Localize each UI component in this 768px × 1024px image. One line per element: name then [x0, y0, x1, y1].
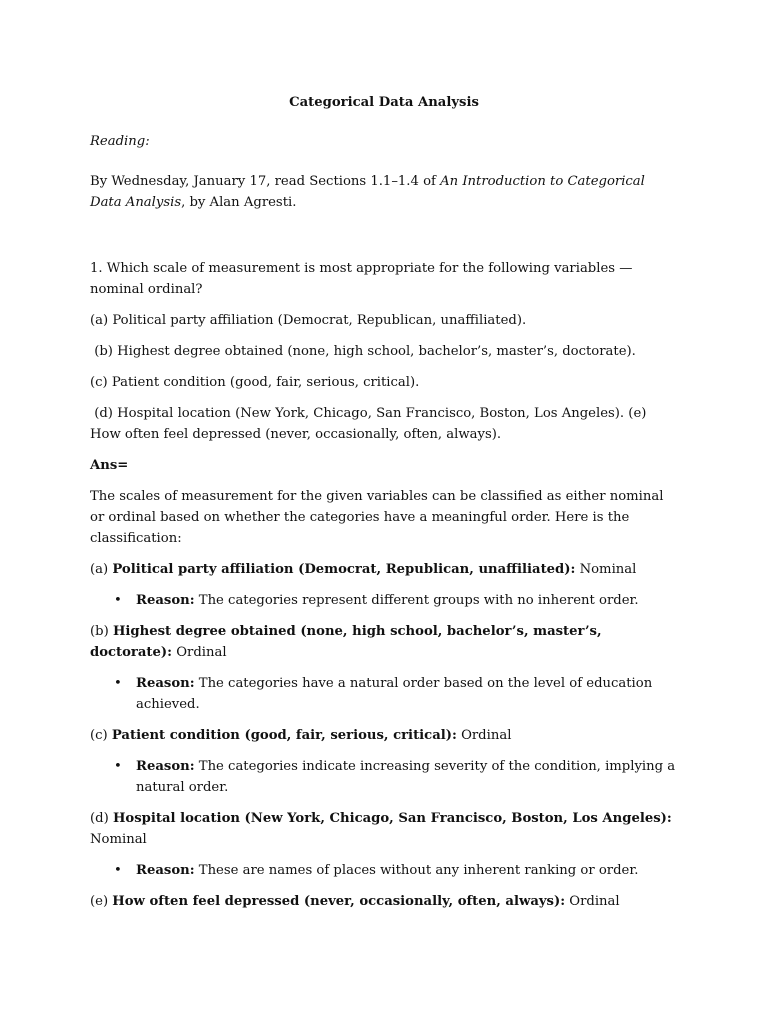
reading-label: Reading:: [90, 134, 150, 149]
question-prompt: 1. Which scale of measurement is most appropriate for the following variables — nominal ordinal?: [90, 261, 633, 297]
reading-book-title: An Introduction to Categorical Data Analysis: [90, 174, 645, 210]
bullet-icon: •: [114, 676, 122, 691]
reason-label: Reason:: [136, 593, 195, 608]
classification-letter: (a): [90, 562, 113, 577]
bullet-icon: •: [114, 759, 122, 774]
question-item-d-e: (d) Hospital location (New York, Chicago, San Francisco, Boston, Los Angeles). (e) How often feel depressed (never, occasionally, often, always).: [90, 406, 647, 442]
classification-variable: Highest degree obtained (none, high school, bachelor’s, master’s, doctorate):: [90, 624, 602, 660]
document-title: Categorical Data Analysis: [289, 95, 479, 110]
question-item-a: (a) Political party affiliation (Democrat, Republican, unaffiliated).: [90, 313, 527, 328]
question-item-c: (c) Patient condition (good, fair, serious, critical).: [90, 375, 420, 390]
classification-letter: (e): [90, 894, 113, 909]
document-page: [90, 92, 678, 922]
classification-e: [90, 891, 678, 912]
reason-item: [90, 860, 678, 881]
reason-label: Reason:: [136, 676, 195, 691]
reason-label: Reason:: [136, 863, 195, 878]
reason-list-a: [90, 590, 678, 611]
classification-scale: Ordinal: [456, 728, 512, 743]
classification-letter: (d): [90, 811, 113, 826]
answer-label: Ans=: [90, 458, 129, 473]
question-item-b: (b) Highest degree obtained (none, high school, bachelor’s, master’s, doctorate).: [94, 344, 636, 359]
classification-scale: Ordinal: [172, 645, 227, 660]
reason-label: Reason:: [136, 759, 195, 774]
classification-variable: Hospital location (New York, Chicago, San Francisco, Boston, Los Angeles):: [112, 811, 672, 826]
reason-item: [90, 590, 678, 611]
reason-text: These are names of places without any inherent ranking or order.: [194, 863, 639, 878]
classification-variable: Political party affiliation (Democrat, Republican, unaffiliated):: [112, 562, 576, 577]
reading-text-pre: By Wednesday, January 17, read Sections 1.1–1.4 of: [90, 174, 441, 189]
reason-text: The categories have a natural order based on the level of education achieved.: [136, 676, 653, 712]
reason-list-c: [90, 756, 678, 798]
reason-text: The categories represent different groups with no inherent order.: [194, 593, 639, 608]
classification-scale: Nominal: [90, 832, 147, 847]
reason-item: [90, 673, 678, 715]
reason-list-b: [90, 673, 678, 715]
reading-assignment: [90, 171, 678, 213]
reason-list-d: [90, 860, 678, 881]
reading-text-post: , by Alan Agresti.: [181, 195, 297, 210]
classification-d: [90, 808, 678, 850]
classification-c: [90, 725, 678, 746]
classification-variable: How often feel depressed (never, occasionally, often, always):: [112, 894, 566, 909]
classification-b: [90, 621, 678, 663]
classification-variable: Patient condition (good, fair, serious, critical):: [111, 728, 457, 743]
classification-letter: (b): [90, 624, 113, 639]
classification-scale: Ordinal: [565, 894, 620, 909]
classification-letter: (c): [90, 728, 112, 743]
bullet-icon: •: [114, 863, 122, 878]
bullet-icon: •: [114, 593, 122, 608]
answer-intro: The scales of measurement for the given variables can be classified as either nominal or ordinal based on whether the categories have a meaningful order. Here is the classification:: [90, 489, 664, 546]
reason-text: The categories indicate increasing severity of the condition, implying a natural order.: [136, 759, 676, 795]
section-spacer: [90, 223, 678, 258]
classification-a: [90, 559, 678, 580]
reason-item: [90, 756, 678, 798]
classification-scale: Nominal: [575, 562, 637, 577]
